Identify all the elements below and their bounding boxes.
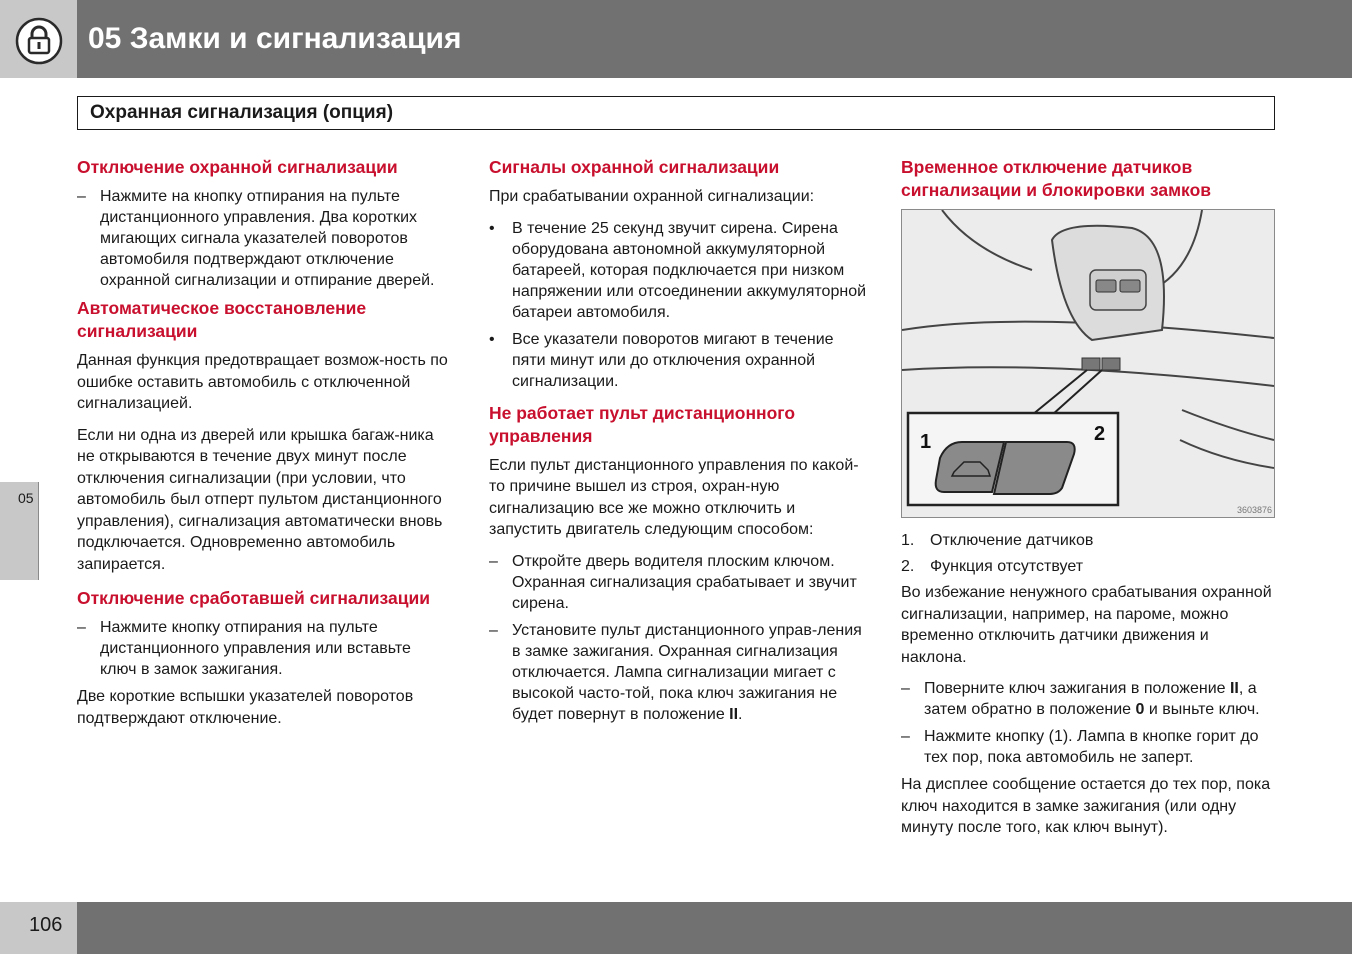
sensor-button-illustration [901, 209, 1275, 518]
alarm-signals-list [489, 218, 867, 392]
dash-marker: – [489, 621, 498, 639]
bullet-marker: • [489, 219, 495, 237]
header-band [0, 0, 1352, 78]
page-number: 106 [29, 914, 63, 936]
bullet-marker: • [489, 330, 495, 348]
dash-marker: – [77, 188, 86, 205]
list-item: – Поверните ключ зажигания в положение II, а затем обратно в положение 0 и выньте ключ. [901, 680, 1260, 718]
illustration-svg [902, 210, 1274, 517]
column-1 [77, 156, 449, 739]
heading-temporary-disable: Временное отключение датчиков сигнализации и блокировки замков [901, 157, 1212, 200]
chapter-title: 05 Замки и сигнализация [88, 22, 462, 55]
dash-marker: – [901, 728, 910, 745]
remote-fallback-list [489, 551, 867, 725]
list-item: • Все указатели поворотов мигают в течение пяти минут или до отключения охранной сигнализации. [489, 330, 834, 390]
page-number-box [0, 902, 77, 954]
heading-disarm-alarm: Отключение охранной сигнализации [77, 157, 398, 177]
list-item: – Нажмите кнопку (1). Лампа в кнопке горит до тех пор, пока автомобиль не заперт. [901, 728, 1259, 766]
section-title: Охранная сигнализация (опция) [90, 102, 394, 123]
list-item: – Установите пульт дистанционного управ-ления в замке зажигания. Охранная сигнализация отключается. Лампа сигнализации мигает с высокой часто-той, пока ключ зажигания не будет повернут в положение II. [489, 621, 862, 723]
temporary-disable-steps [901, 678, 1276, 768]
list-item: 2. Функция отсутствует [901, 558, 1084, 575]
callout-1: 1 [920, 431, 932, 453]
paragraph: При срабатывании охранной сигнализации: [489, 188, 815, 205]
dash-marker: – [489, 552, 498, 570]
header-icon-box [0, 0, 77, 78]
chapter-side-tab [0, 482, 39, 580]
list-item: – Нажмите на кнопку отпирания на пульте дистанционного управления. Два коротких мигающих сигнала указателей поворотов автомобиля подтверждают отключение охранной сигнализации и отпирание дверей. [77, 188, 435, 289]
dash-marker: – [77, 619, 86, 636]
padlock-icon [15, 17, 63, 65]
callout-2: 2 [1094, 423, 1106, 445]
side-tab-label: 05 [18, 490, 34, 506]
paragraph: Если пульт дистанционного управления по какой-то причине вышел из строя, охран-ную сигнализацию все же можно отключить и запустить двигатель следующим способом: [489, 456, 859, 538]
paragraph: Данная функция предотвращает возмож-ность по ошибке оставить автомобиль с отключенной сигнализацией. [77, 352, 448, 412]
paragraph: Если ни одна из дверей или крышка багаж-ника не открываются в течение двух минут после отключения сигнализации (при условии, что автомобиль был отперт пультом дистанционного управления), сигнализация автоматически вновь подключается. Одновременно автомобиль запирается. [77, 426, 443, 573]
disarm-steps-list [77, 186, 449, 291]
figure-legend-list [901, 530, 1276, 577]
heading-remote-not-working: Не работает пульт дистанционного управления [489, 402, 796, 446]
figure-code: 3603876 [1236, 505, 1272, 515]
list-item: • В течение 25 секунд звучит сирена. Сирена оборудована автономной аккумуляторной батареей, которая подключается при низком напряжении или отсоединении аккумуляторной батареи автомобиля. [489, 219, 867, 321]
section-title-box [77, 96, 1275, 130]
paragraph: На дисплее сообщение остается до тех пор, пока ключ находится в замке зажигания (или одну минуту после того, как ключ вынут). [901, 776, 1271, 836]
disarm-triggered-list [77, 617, 449, 680]
dash-marker: – [901, 680, 910, 697]
heading-auto-rearm: Автоматическое восстановление сигнализации [77, 298, 367, 341]
heading-disarm-triggered: Отключение сработавшей сигнализации [77, 588, 431, 608]
paragraph: Во избежание ненужного срабатывания охранной сигнализации, например, на пароме, можно временно отключить датчики движения и наклона. [901, 584, 1272, 666]
list-item: – Откройте дверь водителя плоским ключом. Охранная сигнализация срабатывает и звучит сирена. [489, 552, 857, 612]
heading-alarm-signals: Сигналы охранной сигнализации [489, 157, 780, 177]
column-3 [901, 156, 1276, 849]
list-item: 1. Отключение датчиков [901, 532, 1094, 549]
column-2 [489, 156, 867, 731]
list-item: – Нажмите кнопку отпирания на пульте дистанционного управления или вставьте ключ в замок зажигания. [77, 619, 411, 678]
footer-band [0, 902, 1352, 954]
paragraph: Две короткие вспышки указателей поворотов подтверждают отключение. [77, 688, 414, 727]
